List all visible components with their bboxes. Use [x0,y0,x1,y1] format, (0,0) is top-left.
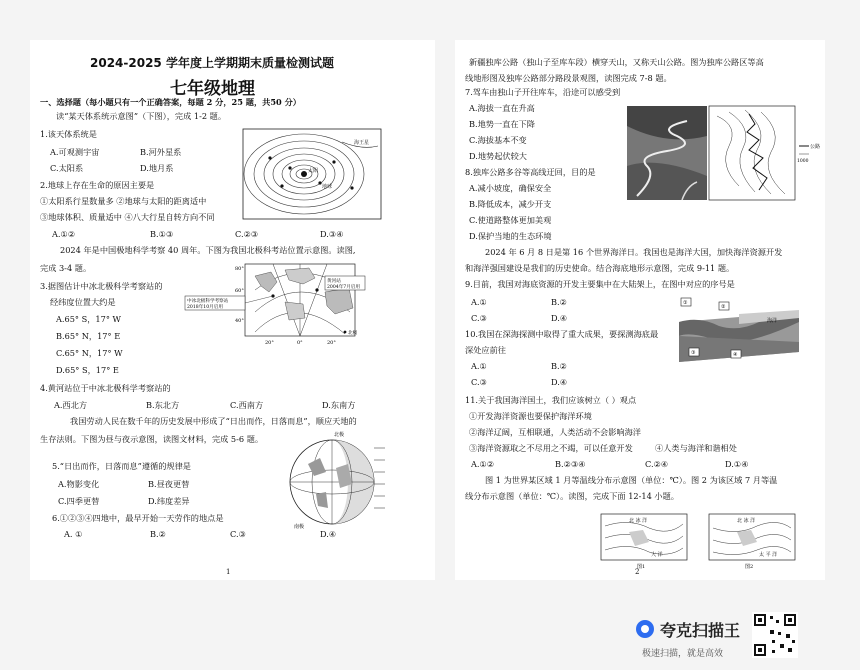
map-lat-60: 60° [235,288,244,294]
question-5: 5.“日出而作，日落而息”遵循的规律是 [52,461,191,471]
intro-3-line2: 生存法则。下图为昼与夜示意图，读图文材料，完成 5-6 题。 [40,434,264,444]
fig1-ocean-label-2: 大 洋 [651,552,663,558]
q5-option-c: C.四季更替 [58,496,100,506]
solar-system-figure [242,128,382,220]
q2-option-a: A.①② [52,229,76,239]
q7-option-b: B.地势一直在下降 [469,119,535,129]
q10-option-b: B.② [551,361,567,371]
q8-option-b: B.降低成本，减少开支 [469,199,552,209]
q3-option-b: B.65° N，17° E [56,331,121,341]
scanner-brand: 夸克扫描王 [660,621,741,640]
q5-option-d: D.纬度差异 [148,496,190,506]
p2-intro-2-line1: 2024 年 6 月 8 日是第 16 个世界海洋日。我国也是海洋大国，加快海洋资源开发 [485,247,783,257]
map-lat-80: 80° [235,266,244,272]
map-lon-0: 0° [297,340,303,346]
question-6: 6.①②③④四地中，最早开始一天劳作的地点是 [52,513,224,523]
road-landscape-photo [627,106,707,200]
isotherm-map-july [707,512,797,570]
q6-option-c: C.③ [230,529,246,539]
q10-option-a: A.① [471,361,487,371]
globe-label-north: 北极 [334,432,345,438]
q6-option-b: B.② [150,529,166,539]
q7-option-a: A.海拔一直在升高 [469,103,535,113]
p2-intro-1-line2: 线地形图及独库公路部分路段景观图，读图完成 7-8 题。 [465,73,672,83]
q2-options-1: ①太阳系行星数量多 ②地球与太阳的距离适中 [40,196,207,206]
q7-option-d: D.地势起伏较大 [469,151,527,161]
svg-text:②: ② [721,304,726,310]
map-lon-20e: 20° [327,340,336,346]
page-number-1: 1 [226,568,231,576]
map-label-station2-date: 2004年7月启用 [327,285,360,290]
q1-option-d: D.地月系 [140,163,174,173]
question-11: 11.关于我国海洋国土，我们应该树立（ ）观点 [465,395,637,405]
contour-map [709,106,819,200]
exam-page-2 [455,40,825,580]
q10-option-d: D.④ [551,377,568,387]
question-1: 1.该天体系统是 [40,129,97,139]
exam-title: 2024-2025 学年度上学期期末质量检测试题 [90,56,334,70]
exam-subtitle: 七年级地理 [170,79,255,99]
q4-option-b: B.东北方 [146,400,180,410]
contour-label-1000: 1000 [797,159,809,164]
q11-statement-3: ③海洋资源取之不尽用之不竭，可以任意开发 [469,443,633,453]
q9-option-d: D.④ [551,313,568,323]
isotherm-map-january [599,512,689,570]
map-label-station1: 中冰北极科学考察站 [187,299,229,304]
q5-option-a: A.物影变化 [58,479,100,489]
map-label-pole: 北极 [348,331,358,336]
day-night-globe-figure [286,428,386,532]
q6-option-a: A. ① [64,529,83,539]
map-label-station2: 黄河站 [327,279,341,284]
fig2-ocean-label-2: 太 平 洋 [759,552,778,558]
q11-statement-4: ④人类与海洋和谐相处 [655,443,737,453]
map-lat-40: 40° [235,318,244,324]
p2-intro-3-line2: 线分布示意图（单位：℃）。读图，完成下面 12-14 小题。 [465,491,679,501]
page-number-2: 2 [635,568,640,576]
q2-options-2: ③地球体积、质量适中 ④八大行星自转方向不同 [40,212,215,222]
solar-label-earth: 地球 [322,184,333,190]
map-lon-20w: 20° [265,340,274,346]
legend-road: 公路 [810,144,821,150]
q9-option-a: A.① [471,297,487,307]
q4-option-d: D.东南方 [322,400,356,410]
fig1-caption: 图1 [637,564,646,570]
q10-option-c: C.③ [471,377,487,387]
fig2-ocean-label: 北 冰 洋 [737,518,756,524]
intro-2-line1: 2024 年是中国极地科学考察 40 周年。下图为我国北极科考站位置示意图。读图, [60,245,356,255]
q1-option-b: B.河外星系 [140,147,182,157]
solar-label-comet: 海王星 [354,140,370,146]
question-10-line2: 深处应前往 [465,345,506,355]
q2-option-b: B.①③ [150,229,174,239]
question-2: 2.地球上存在生命的原因主要是 [40,180,155,190]
qr-code-icon[interactable] [752,612,798,658]
intro-2-line2: 完成 3-4 题。 [40,263,92,273]
question-10-line1: 10.我国在深海探测中取得了重大成果，要探测海底最 [465,329,659,339]
fig1-ocean-label: 北 冰 洋 [629,518,648,524]
q11-statement-2: ②海洋辽阔，互相联通，人类活动不会影响海洋 [469,427,641,437]
q11-statement-1: ①开发海洋资源也要保护海洋环境 [469,411,592,421]
p2-intro-2-line2: 和海洋强国建设是我们的历史使命。结合海底地形示意图，完成 9-11 题。 [465,263,735,273]
fig2-caption: 图2 [745,564,754,570]
scanner-watermark [632,612,832,662]
svg-text:④: ④ [733,352,738,358]
q9-option-c: C.③ [471,313,487,323]
intro-1: 读“某天体系统示意图”（下图），完成 1-2 题。 [56,111,227,121]
q9-option-b: B.② [551,297,567,307]
p2-intro-1-line1: 新疆独库公路（独山子至库车段）横穿天山，又称天山公路。图为独库公路区等高 [469,57,764,67]
q8-option-c: C.使道路整体更加美观 [469,215,552,225]
q6-option-d: D.④ [320,529,337,539]
q8-option-a: A.减小坡度，确保安全 [469,183,552,193]
solar-label-sun: 太阳 [308,168,319,174]
scanner-logo-icon [636,620,654,638]
map-label-station1-date: 2018年10月启用 [187,305,223,310]
globe-label-south: 南极 [294,524,305,530]
intro-3-line1: 我国劳动人民在数千年的历史发展中形成了“日出而作，日落而息”，顺应天地的 [70,416,357,426]
p2-intro-3-line1: 图 1 为世界某区域 1 月等温线分布示意图（单位：℃）。图 2 为该区域 7 月等温 [485,475,778,485]
q1-option-a: A.可观测宇宙 [50,147,100,157]
seabed-label-sea: 海洋 [767,318,778,324]
q11-option-b: B.②③④ [555,459,586,469]
q8-option-d: D.保护当地的生态环境 [469,231,552,241]
question-3-line2: 经纬度位置大约是 [50,297,116,307]
q4-option-a: A.西北方 [54,400,88,410]
section-heading: 一、选择题（每小题只有一个正确答案，每题 2 分，25 题，共50 分） [40,97,301,107]
q3-option-d: D.65° S，17° E [56,365,119,375]
question-9: 9.目前，我国对海底资源的开发主要集中在大陆架上，在图中对应的序号是 [465,279,735,289]
q11-option-c: C.②④ [645,459,669,469]
q2-option-c: C.②③ [235,229,259,239]
q4-option-c: C.西南方 [230,400,264,410]
svg-text:③: ③ [691,350,696,356]
seabed-terrain-figure [669,292,809,368]
q5-option-b: B.昼夜更替 [148,479,190,489]
question-3-line1: 3.据图估计中冰北极科学考察站的 [40,281,163,291]
exam-page-1 [30,40,435,580]
q11-option-a: A.①② [471,459,495,469]
q11-option-d: D.①④ [725,459,749,469]
scanner-slogan: 极速扫描，就是高效 [642,649,724,659]
q3-option-a: A.65° S，17° W [56,314,121,324]
arctic-station-map [185,262,365,346]
q2-option-d: D.③④ [320,229,344,239]
q1-option-c: C.太阳系 [50,163,84,173]
q3-option-c: C.65° N，17° W [56,348,123,358]
svg-text:①: ① [683,300,688,306]
question-8: 8.独库公路多谷等高线迂回，目的是 [465,167,596,177]
question-4: 4.黄河站位于中冰北极科学考察站的 [40,383,171,393]
q7-option-c: C.海拔基本不变 [469,135,527,145]
question-7: 7.驾车由独山子开往库车，沿途可以感受到 [465,87,621,97]
